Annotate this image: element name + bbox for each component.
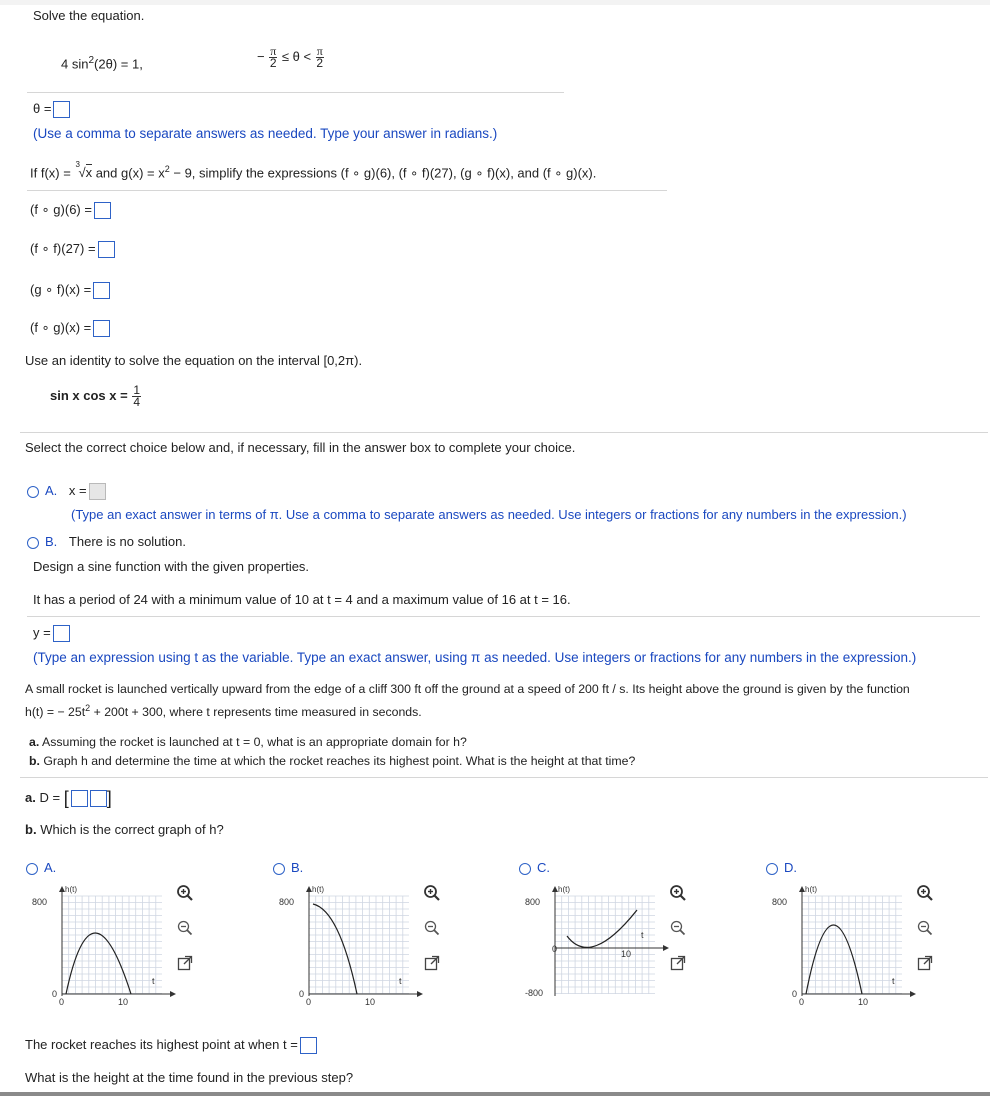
y-tick-label: 800	[32, 897, 48, 907]
zoom-in-icon[interactable]	[176, 884, 194, 902]
radio-icon[interactable]	[27, 486, 39, 498]
q3-answer-input[interactable]	[89, 483, 106, 500]
radio-icon[interactable]	[27, 537, 39, 549]
q5-which-graph: b. Which is the correct graph of h?	[25, 822, 224, 837]
q2-answer-input[interactable]	[98, 241, 115, 258]
x-axis-label: t	[399, 976, 402, 986]
expand-icon[interactable]	[176, 954, 194, 972]
divider	[27, 616, 980, 617]
q1-answer-input[interactable]	[53, 101, 70, 118]
zoom-out-icon[interactable]	[176, 919, 194, 937]
q2-answer-input[interactable]	[93, 282, 110, 299]
zoom-out-icon[interactable]	[669, 919, 687, 937]
radio-icon[interactable]	[766, 863, 778, 875]
radio-icon[interactable]	[26, 863, 38, 875]
q2-answer-input[interactable]	[94, 202, 111, 219]
zoom-in-icon[interactable]	[423, 884, 441, 902]
y-axis-label: h(t)	[558, 885, 570, 894]
q5-part-a: a. Assuming the rocket is launched at t = 0, what is an appropriate domain for h?	[29, 735, 467, 749]
zoom-in-icon[interactable]	[916, 884, 934, 902]
q1-interval: − $\frac{\pi}{2}$ ≤ θ < $\frac{\pi}{2}$	[257, 44, 324, 70]
divider	[20, 777, 988, 778]
q1-equation: 4 $\sin^2(2\theta) = 1$,	[61, 55, 143, 72]
x-tick-label: 10	[118, 997, 129, 1007]
expand-icon[interactable]	[916, 954, 934, 972]
q5-domain-row: a. D = [ ]	[25, 788, 112, 808]
y-axis-label: h(t)	[65, 885, 77, 894]
q2-row: (g ∘ f)(x) =	[30, 282, 110, 299]
y-tick-label: 800	[525, 897, 541, 907]
q3-choice-a-hint: (Type an exact answer in terms of π. Use a comma to separate answers as needed. Use integers or fractions for any numbers in the expression.)	[71, 507, 907, 522]
q3-choice-b[interactable]: B. There is no solution.	[27, 534, 186, 549]
q3-equation: sin x cos x = $\frac{1}{4}$	[50, 383, 140, 409]
y-axis-label: h(t)	[312, 885, 324, 894]
q2-answer-input[interactable]	[93, 320, 110, 337]
q5-paragraph: A small rocket is launched vertically upward from the edge of a cliff 300 ft off the ground at a speed of 200 ft / s. Its height above the ground is given by the function	[25, 682, 910, 696]
x-tick-label: 0	[799, 997, 805, 1007]
divider	[27, 190, 667, 191]
domain-end-input[interactable]	[90, 790, 107, 807]
divider	[27, 92, 564, 93]
q2-prompt: If f(x) = 3 √x and $g(x) = x^2 - 9$, simplify the expressions (f ∘ g)(6), (f ∘ f)(27), (g ∘ f)(x), and (f ∘ g)(x).	[30, 160, 597, 181]
x-tick-label: 0	[552, 944, 558, 954]
q4-hint: (Type an expression using t as the variable. Type an exact answer, using π as needed. Use integers or fractions for any numbers in the expression.)	[33, 650, 917, 665]
graph-option[interactable]: C.	[519, 860, 550, 875]
y-tick-label: 800	[772, 897, 788, 907]
x-tick-label: 0	[59, 997, 65, 1007]
x-axis-label: t	[152, 976, 155, 986]
graph-option-c	[525, 882, 675, 1012]
top-bar	[0, 0, 990, 5]
expand-icon[interactable]	[423, 954, 441, 972]
q2-row: (f ∘ g)(x) =	[30, 320, 110, 337]
y-tick-label: 0	[299, 989, 305, 999]
x-axis-label: t	[641, 930, 644, 940]
graph-option-a	[32, 882, 182, 1012]
x-axis-arrow	[417, 991, 423, 997]
q4-instruction: Design a sine function with the given properties.	[33, 559, 310, 574]
zoom-in-icon[interactable]	[669, 884, 687, 902]
q2-row: (f ∘ g)(6) =	[30, 202, 111, 219]
y-tick-label: 0	[52, 989, 58, 999]
x-axis-arrow	[170, 991, 176, 997]
q3-choice-a[interactable]: A. x =	[27, 483, 106, 500]
q3-instruction: Use an identity to solve the equation on the interval [0,2π).	[25, 353, 363, 368]
y-tick-label: -800	[525, 988, 544, 998]
q4-answer-input[interactable]	[53, 625, 70, 642]
q1-hint: (Use a comma to separate answers as needed. Type your answer in radians.)	[33, 126, 498, 141]
bottom-bar	[0, 1092, 990, 1096]
graph-option[interactable]: B.	[273, 860, 303, 875]
q5-highest-row: The rocket reaches its highest point at when t =	[25, 1037, 317, 1054]
q4-answer-row: y =	[33, 625, 70, 642]
graph-option[interactable]: A.	[26, 860, 56, 875]
graph-option[interactable]: D.	[766, 860, 797, 875]
q5-time-input[interactable]	[300, 1037, 317, 1054]
y-tick-label: 0	[792, 989, 798, 999]
x-tick-label: 0	[306, 997, 312, 1007]
q1-answer-row: θ =	[33, 101, 70, 118]
q3-select-text: Select the correct choice below and, if necessary, fill in the answer box to complete your choice.	[25, 440, 576, 455]
graph-option-b	[279, 882, 429, 1012]
x-axis-label: t	[892, 976, 895, 986]
q1-instruction: Solve the equation.	[33, 8, 145, 23]
q5-function: h(t) = − $25t^2 + 200t + 300$, where t represents time measured in seconds.	[25, 703, 422, 720]
q4-properties: It has a period of 24 with a minimum value of 10 at t = 4 and a maximum value of 16 at t = 16.	[33, 592, 571, 607]
x-tick-label: 10	[621, 949, 632, 959]
q5-part-b: b. Graph h and determine the time at which the rocket reaches its highest point. What is the height at that time?	[29, 754, 636, 768]
expand-icon[interactable]	[669, 954, 687, 972]
x-axis-arrow	[910, 991, 916, 997]
y-axis-label: h(t)	[805, 885, 817, 894]
zoom-out-icon[interactable]	[916, 919, 934, 937]
radio-icon[interactable]	[273, 863, 285, 875]
graph-option-d	[772, 882, 922, 1012]
domain-start-input[interactable]	[71, 790, 88, 807]
q5-height-question: What is the height at the time found in the previous step?	[25, 1070, 354, 1085]
q2-row: (f ∘ f)(27) =	[30, 241, 115, 258]
radio-icon[interactable]	[519, 863, 531, 875]
y-tick-label: 800	[279, 897, 295, 907]
x-tick-label: 10	[365, 997, 376, 1007]
zoom-out-icon[interactable]	[423, 919, 441, 937]
x-tick-label: 10	[858, 997, 869, 1007]
divider	[20, 432, 988, 433]
